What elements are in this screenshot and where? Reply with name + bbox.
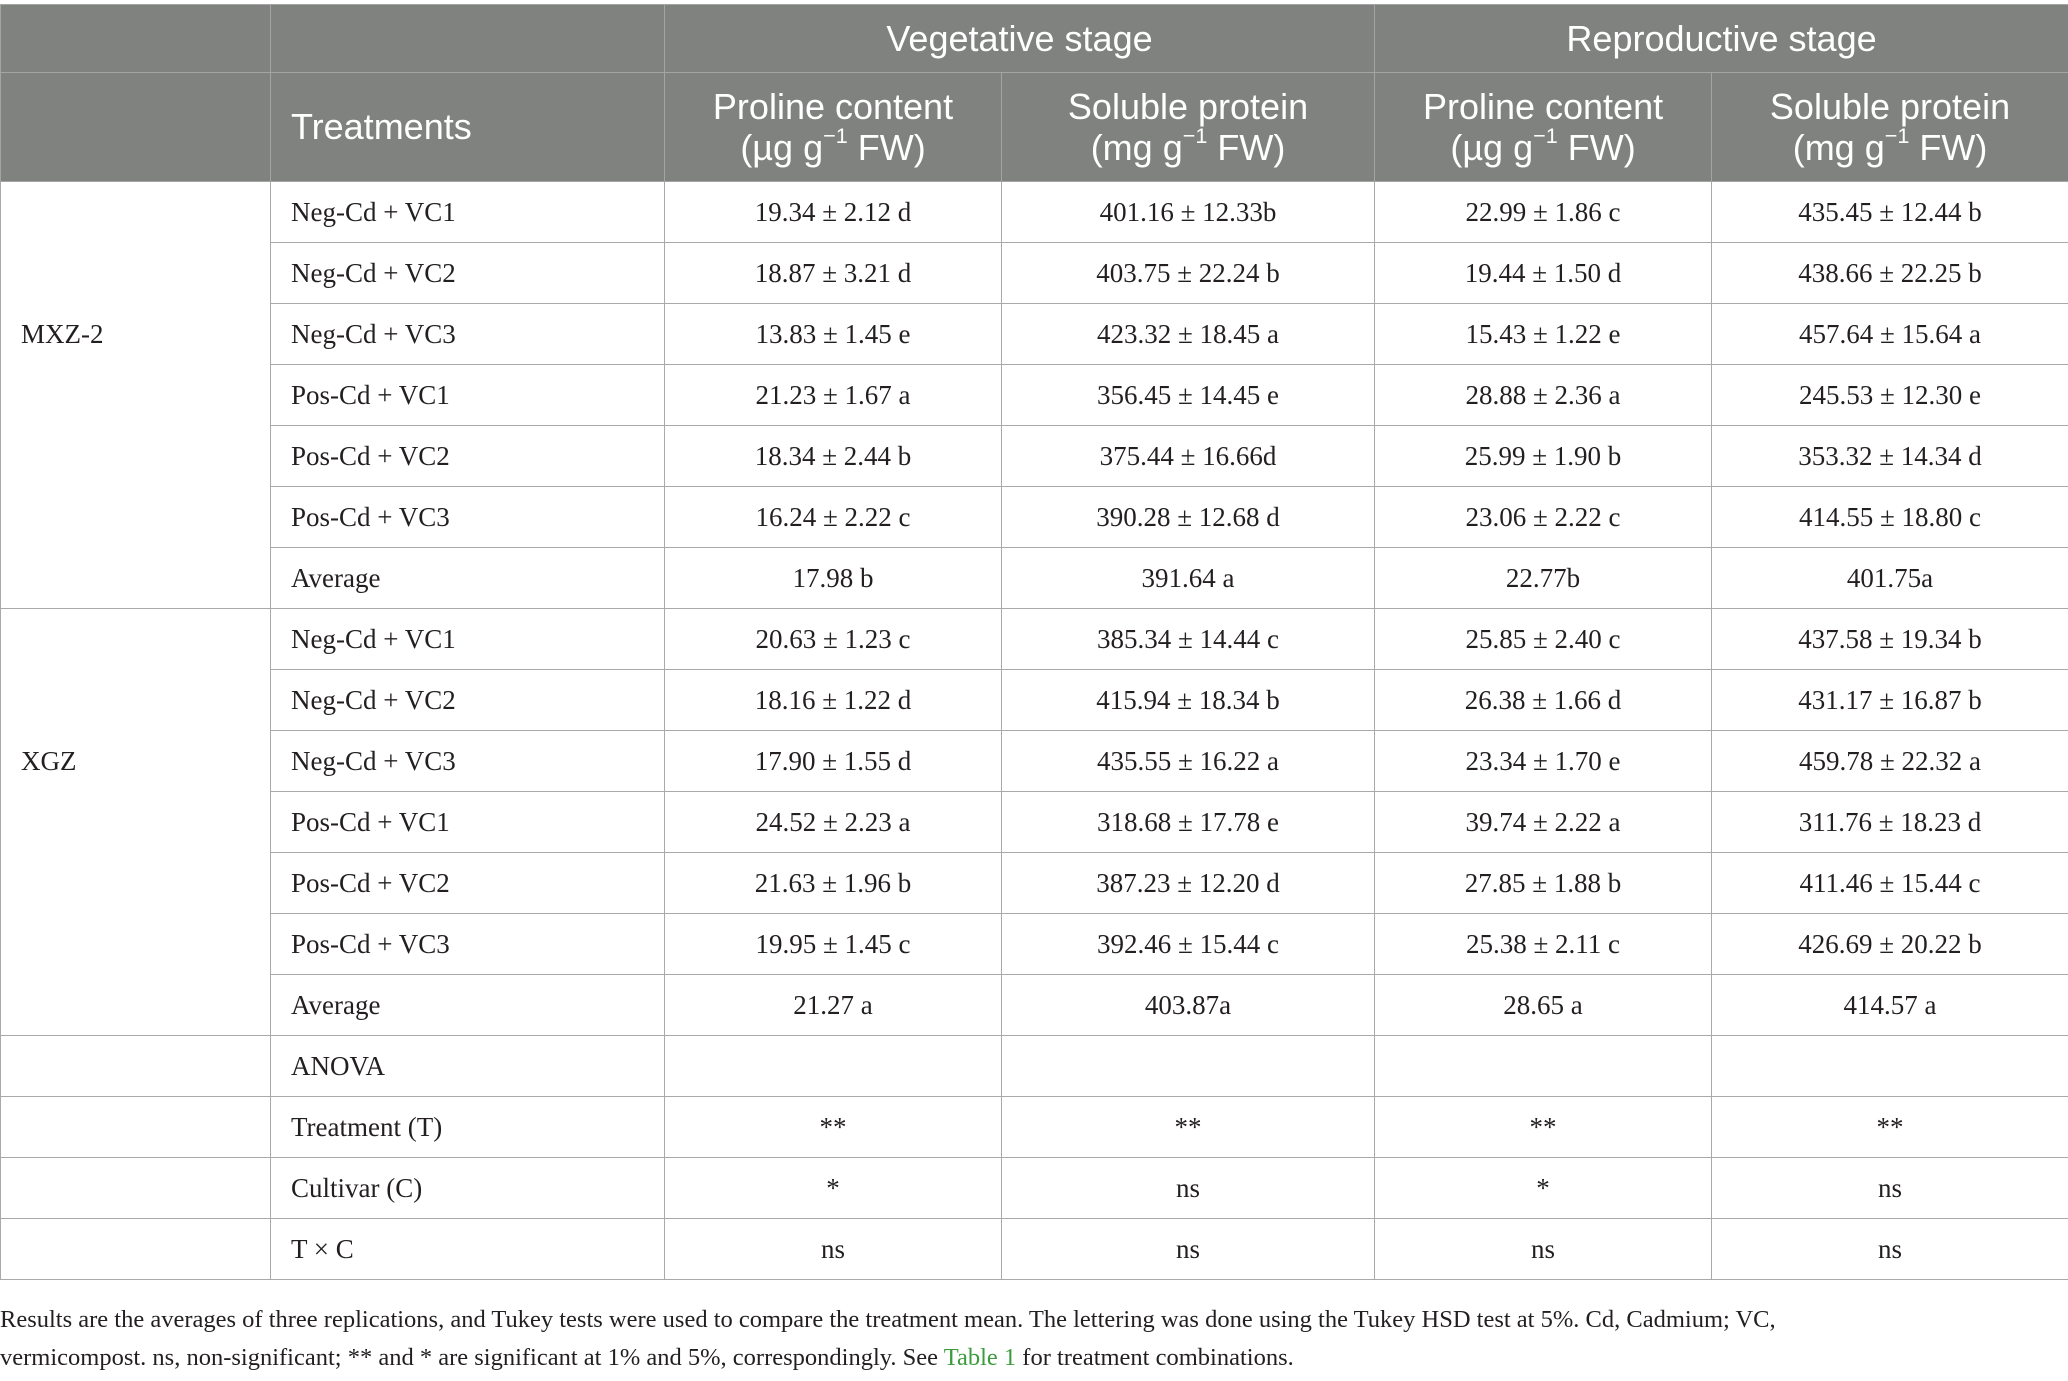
table-row xyxy=(1,487,2068,548)
treatment-cell: T × C xyxy=(271,1219,665,1280)
value-cell: 403.75 ± 22.24 b xyxy=(1002,243,1375,304)
table-footnote xyxy=(0,1301,2060,1377)
cultivar-cell xyxy=(1,426,271,487)
treatment-cell: Treatment (T) xyxy=(271,1097,665,1158)
treatment-cell: Average xyxy=(271,548,665,609)
value-cell: 18.87 ± 3.21 d xyxy=(665,243,1002,304)
value-cell: 26.38 ± 1.66 d xyxy=(1375,670,1712,731)
value-cell: 415.94 ± 18.34 b xyxy=(1002,670,1375,731)
cultivar-cell xyxy=(1,243,271,304)
treatment-cell: Pos-Cd + VC1 xyxy=(271,792,665,853)
cultivar-cell: XGZ xyxy=(1,731,271,792)
value-cell: 437.58 ± 19.34 b xyxy=(1712,609,2068,670)
value-cell: 414.55 ± 18.80 c xyxy=(1712,487,2068,548)
column-unit: (mg $g^{-1}$ FW) xyxy=(1792,122,1988,168)
value-cell: 25.38 ± 2.11 c xyxy=(1375,914,1712,975)
table-row xyxy=(1,853,2068,914)
value-cell: ns xyxy=(1712,1219,2068,1280)
cultivar-cell xyxy=(1,609,271,670)
cultivar-cell xyxy=(1,670,271,731)
value-cell: 21.23 ± 1.67 a xyxy=(665,365,1002,426)
header-column xyxy=(1375,73,1712,182)
value-cell xyxy=(1002,1036,1375,1097)
treatment-cell: Neg-Cd + VC3 xyxy=(271,731,665,792)
value-cell: 25.99 ± 1.90 b xyxy=(1375,426,1712,487)
value-cell: 28.88 ± 2.36 a xyxy=(1375,365,1712,426)
cultivar-cell xyxy=(1,182,271,243)
cultivar-cell xyxy=(1,792,271,853)
header-column xyxy=(1002,73,1375,182)
value-cell: 23.34 ± 1.70 e xyxy=(1375,731,1712,792)
value-cell: 356.45 ± 14.45 e xyxy=(1002,365,1375,426)
cultivar-cell xyxy=(1,914,271,975)
value-cell: ** xyxy=(1712,1097,2068,1158)
treatment-cell: ANOVA xyxy=(271,1036,665,1097)
value-cell xyxy=(665,1036,1002,1097)
treatment-cell: Neg-Cd + VC1 xyxy=(271,182,665,243)
table-body xyxy=(1,182,2068,1280)
table-row xyxy=(1,914,2068,975)
value-cell: ** xyxy=(1375,1097,1712,1158)
cultivar-cell xyxy=(1,853,271,914)
value-cell: 17.90 ± 1.55 d xyxy=(665,731,1002,792)
cultivar-cell xyxy=(1,548,271,609)
value-cell: 19.95 ± 1.45 c xyxy=(665,914,1002,975)
header-column xyxy=(1712,73,2068,182)
value-cell: * xyxy=(665,1158,1002,1219)
value-cell: 27.85 ± 1.88 b xyxy=(1375,853,1712,914)
column-unit: (µg $g^{-1}$ FW) xyxy=(1450,122,1636,168)
value-cell: 19.44 ± 1.50 d xyxy=(1375,243,1712,304)
value-cell: 23.06 ± 2.22 c xyxy=(1375,487,1712,548)
table-row xyxy=(1,1036,2068,1097)
data-table xyxy=(0,4,2068,1280)
value-cell: 21.63 ± 1.96 b xyxy=(665,853,1002,914)
value-cell: 414.57 a xyxy=(1712,975,2068,1036)
header-empty-cell xyxy=(1,73,271,182)
value-cell: ns xyxy=(665,1219,1002,1280)
table-row xyxy=(1,609,2068,670)
value-cell: 438.66 ± 22.25 b xyxy=(1712,243,2068,304)
value-cell: 318.68 ± 17.78 e xyxy=(1002,792,1375,853)
table-row xyxy=(1,182,2068,243)
table-row xyxy=(1,365,2068,426)
cultivar-cell xyxy=(1,1097,271,1158)
treatment-cell: Pos-Cd + VC3 xyxy=(271,914,665,975)
treatment-cell: Neg-Cd + VC3 xyxy=(271,304,665,365)
value-cell: 375.44 ± 16.66d xyxy=(1002,426,1375,487)
value-cell: ** xyxy=(665,1097,1002,1158)
value-cell: 18.16 ± 1.22 d xyxy=(665,670,1002,731)
value-cell: 403.87a xyxy=(1002,975,1375,1036)
value-cell: ns xyxy=(1002,1158,1375,1219)
table-row xyxy=(1,1158,2068,1219)
treatment-cell: Average xyxy=(271,975,665,1036)
table-row xyxy=(1,304,2068,365)
value-cell: 385.34 ± 14.44 c xyxy=(1002,609,1375,670)
value-cell: 457.64 ± 15.64 a xyxy=(1712,304,2068,365)
table-row xyxy=(1,426,2068,487)
header-column xyxy=(665,73,1002,182)
value-cell: 353.32 ± 14.34 d xyxy=(1712,426,2068,487)
cultivar-cell xyxy=(1,975,271,1036)
treatment-cell: Pos-Cd + VC3 xyxy=(271,487,665,548)
treatment-cell: Pos-Cd + VC2 xyxy=(271,853,665,914)
footnote-line-1: Results are the averages of three replications, and Tukey tests were used to compare the treatment mean. The lettering was done using the Tukey HSD test at 5%. Cd, Cadmium; VC, xyxy=(0,1306,1776,1333)
table-row xyxy=(1,975,2068,1036)
column-name: Soluble protein xyxy=(1769,85,2011,127)
treatment-cell: Pos-Cd + VC1 xyxy=(271,365,665,426)
table-row xyxy=(1,1219,2068,1280)
treatment-cell: Neg-Cd + VC2 xyxy=(271,670,665,731)
value-cell: 435.45 ± 12.44 b xyxy=(1712,182,2068,243)
header-group-vegetative: Vegetative stage xyxy=(665,5,1375,73)
table-1-link[interactable]: Table 1 xyxy=(943,1344,1017,1371)
value-cell: 390.28 ± 12.68 d xyxy=(1002,487,1375,548)
header-empty-cell xyxy=(271,5,665,73)
cultivar-cell xyxy=(1,1219,271,1280)
value-cell: 391.64 a xyxy=(1002,548,1375,609)
cultivar-cell xyxy=(1,1036,271,1097)
value-cell: 401.75a xyxy=(1712,548,2068,609)
column-name: Soluble protein xyxy=(1067,85,1309,127)
header-group-reproductive: Reproductive stage xyxy=(1375,5,2068,73)
cultivar-cell xyxy=(1,487,271,548)
value-cell: 22.99 ± 1.86 c xyxy=(1375,182,1712,243)
header-empty-cell xyxy=(1,5,271,73)
treatment-cell: Cultivar (C) xyxy=(271,1158,665,1219)
table-row xyxy=(1,792,2068,853)
value-cell: 387.23 ± 12.20 d xyxy=(1002,853,1375,914)
value-cell: 245.53 ± 12.30 e xyxy=(1712,365,2068,426)
treatment-cell: Neg-Cd + VC2 xyxy=(271,243,665,304)
value-cell: ** xyxy=(1002,1097,1375,1158)
value-cell: 411.46 ± 15.44 c xyxy=(1712,853,2068,914)
value-cell: * xyxy=(1375,1158,1712,1219)
table-row xyxy=(1,1097,2068,1158)
table-header xyxy=(1,5,2068,182)
value-cell xyxy=(1375,1036,1712,1097)
value-cell: 22.77b xyxy=(1375,548,1712,609)
value-cell: 24.52 ± 2.23 a xyxy=(665,792,1002,853)
value-cell: 435.55 ± 16.22 a xyxy=(1002,731,1375,792)
footnote-line-2: vermicompost. ns, non-significant; ** and * are significant at 1% and 5%, correspondingly. See Table 1 for treatment combinations. xyxy=(0,1344,1294,1371)
value-cell: 401.16 ± 12.33b xyxy=(1002,182,1375,243)
value-cell: 16.24 ± 2.22 c xyxy=(665,487,1002,548)
column-name: Proline content xyxy=(1422,85,1664,127)
value-cell: 18.34 ± 2.44 b xyxy=(665,426,1002,487)
treatment-cell: Neg-Cd + VC1 xyxy=(271,609,665,670)
value-cell: 19.34 ± 2.12 d xyxy=(665,182,1002,243)
value-cell: 28.65 a xyxy=(1375,975,1712,1036)
table-row xyxy=(1,731,2068,792)
value-cell: 21.27 a xyxy=(665,975,1002,1036)
value-cell: 15.43 ± 1.22 e xyxy=(1375,304,1712,365)
cultivar-cell: MXZ-2 xyxy=(1,304,271,365)
value-cell: 311.76 ± 18.23 d xyxy=(1712,792,2068,853)
data-table-container xyxy=(0,4,2068,1280)
value-cell: 39.74 ± 2.22 a xyxy=(1375,792,1712,853)
value-cell: 25.85 ± 2.40 c xyxy=(1375,609,1712,670)
value-cell: ns xyxy=(1002,1219,1375,1280)
header-treatments: Treatments xyxy=(271,73,665,182)
value-cell: 459.78 ± 22.32 a xyxy=(1712,731,2068,792)
value-cell: 423.32 ± 18.45 a xyxy=(1002,304,1375,365)
column-unit: (mg $g^{-1}$ FW) xyxy=(1090,122,1286,168)
value-cell: ns xyxy=(1375,1219,1712,1280)
table-row xyxy=(1,243,2068,304)
value-cell: 17.98 b xyxy=(665,548,1002,609)
value-cell: 20.63 ± 1.23 c xyxy=(665,609,1002,670)
value-cell: 13.83 ± 1.45 e xyxy=(665,304,1002,365)
table-row xyxy=(1,548,2068,609)
value-cell: 392.46 ± 15.44 c xyxy=(1002,914,1375,975)
value-cell: 426.69 ± 20.22 b xyxy=(1712,914,2068,975)
column-name: Proline content xyxy=(712,85,954,127)
value-cell: ns xyxy=(1712,1158,2068,1219)
value-cell: 431.17 ± 16.87 b xyxy=(1712,670,2068,731)
column-unit: (µg $g^{-1}$ FW) xyxy=(740,122,926,168)
cultivar-cell xyxy=(1,365,271,426)
treatment-cell: Pos-Cd + VC2 xyxy=(271,426,665,487)
cultivar-cell xyxy=(1,1158,271,1219)
table-row xyxy=(1,670,2068,731)
value-cell xyxy=(1712,1036,2068,1097)
